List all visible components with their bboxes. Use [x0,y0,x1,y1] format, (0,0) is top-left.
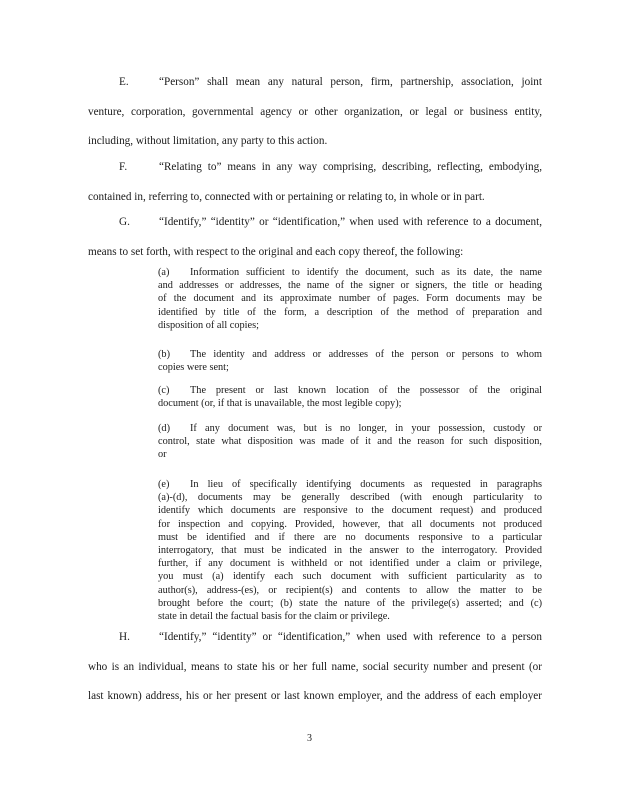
paragraph-label: E. [119,76,129,88]
definition-paragraph-f [88,153,542,212]
subitem-e [158,478,542,623]
subitem-line: disposition of all copies; [158,319,259,331]
subitem-line: identified by title of the form, a description of the method of preparation and [158,306,542,318]
subitem-line: (a)-(d), documents may be generally described (with enough particularity to [158,492,542,504]
subitem-d [158,422,542,462]
subitem-line: (a) Information sufficient to identify the document, such as its date, the name [158,267,542,278]
paragraph-line: venture, corporation, governmental agency or other organization, or legal or business entity, [88,105,542,118]
subitem-line: state in detail the factual basis for the claim or privilege. [158,610,390,622]
subitem-line: (e) In lieu of specifically identifying documents as requested in paragraphs [158,479,542,490]
paragraph-line: last known) address, his or her present or last known employer, and the address of each employer [88,690,542,702]
subitem-c [158,384,542,410]
subitem-line: author(s), address-(es), or recipient(s) and contents to allow the matter to be [158,584,542,596]
subitem-line: of the document and its approximate number of pages. Form documents may be [158,293,542,305]
subitem-a [158,266,542,332]
definition-paragraph-g [88,208,542,267]
subitem-line: identify which documents are responsive to the document request) and produced [158,505,542,517]
subitem-line: or [158,449,167,461]
subitem-line: document (or, if that is unavailable, the most legible copy); [158,398,402,410]
subitem-line: (c) The present or last known location of the possessor of the original [158,385,542,396]
subitem-line: must be identified and if there are no documents responsive to a particular [158,531,542,543]
paragraph-line: means to set forth, with respect to the original and each copy thereof, the following: [88,245,464,258]
paragraph-line: contained in, referring to, connected with or pertaining or relating to, in whole or in part. [88,190,485,203]
paragraph-line: G. “Identify,” “identity” or “identification,” when used with reference to a document, [88,208,542,238]
subitem-line: copies were sent; [158,362,229,374]
subitem-b [158,348,542,374]
subitem-label: (b) [158,349,171,360]
paragraph-line: including, without limitation, any party to this action. [88,135,328,147]
paragraph-line: H. “Identify,” “identity” or “identification,” when used with reference to a person [88,623,542,653]
paragraph-label: H. [119,631,130,643]
definition-paragraph-h [88,623,542,712]
subitem-line: brought before the court; (b) state the nature of the privilege(s) asserted; and (c) [158,597,542,609]
subitem-label: (a) [158,267,170,278]
subitem-line: and addresses or addresses, the name of the signer or signers, the title or heading [158,280,542,292]
paragraph-line: E. “Person” shall mean any natural person, firm, partnership, association, joint [88,68,542,98]
subitem-line: interrogatory, that must be indicated in the answer to the interrogatory. Provided [158,544,542,556]
definition-paragraph-e [88,68,542,157]
subitem-label: (c) [158,385,170,396]
subitem-line: you must (a) identify each such document with sufficient particularity as to [158,571,542,583]
paragraph-label: F. [119,161,128,173]
subitem-line: for inspection and copying. Provided, however, that all documents not produced [158,518,542,530]
paragraph-line: who is an individual, means to state his or her full name, social security number and present (or [88,660,542,673]
subitem-line: control, state what disposition was made of it and the reason for such disposition, [158,436,542,448]
subitem-label: (d) [158,423,171,434]
paragraph-line: F. “Relating to” means in any way comprising, describing, reflecting, embodying, [88,153,542,183]
subitem-line: (b) The identity and address or addresses of the person or persons to whom [158,349,542,360]
subitem-line: further, if any document is withheld or not identified under a claim or privilege, [158,558,542,570]
subitem-line: (d) If any document was, but is no longer, in your possession, custody or [158,423,542,434]
paragraph-label: G. [119,216,130,228]
page-number: 3 [307,733,312,744]
subitem-label: (e) [158,479,170,490]
